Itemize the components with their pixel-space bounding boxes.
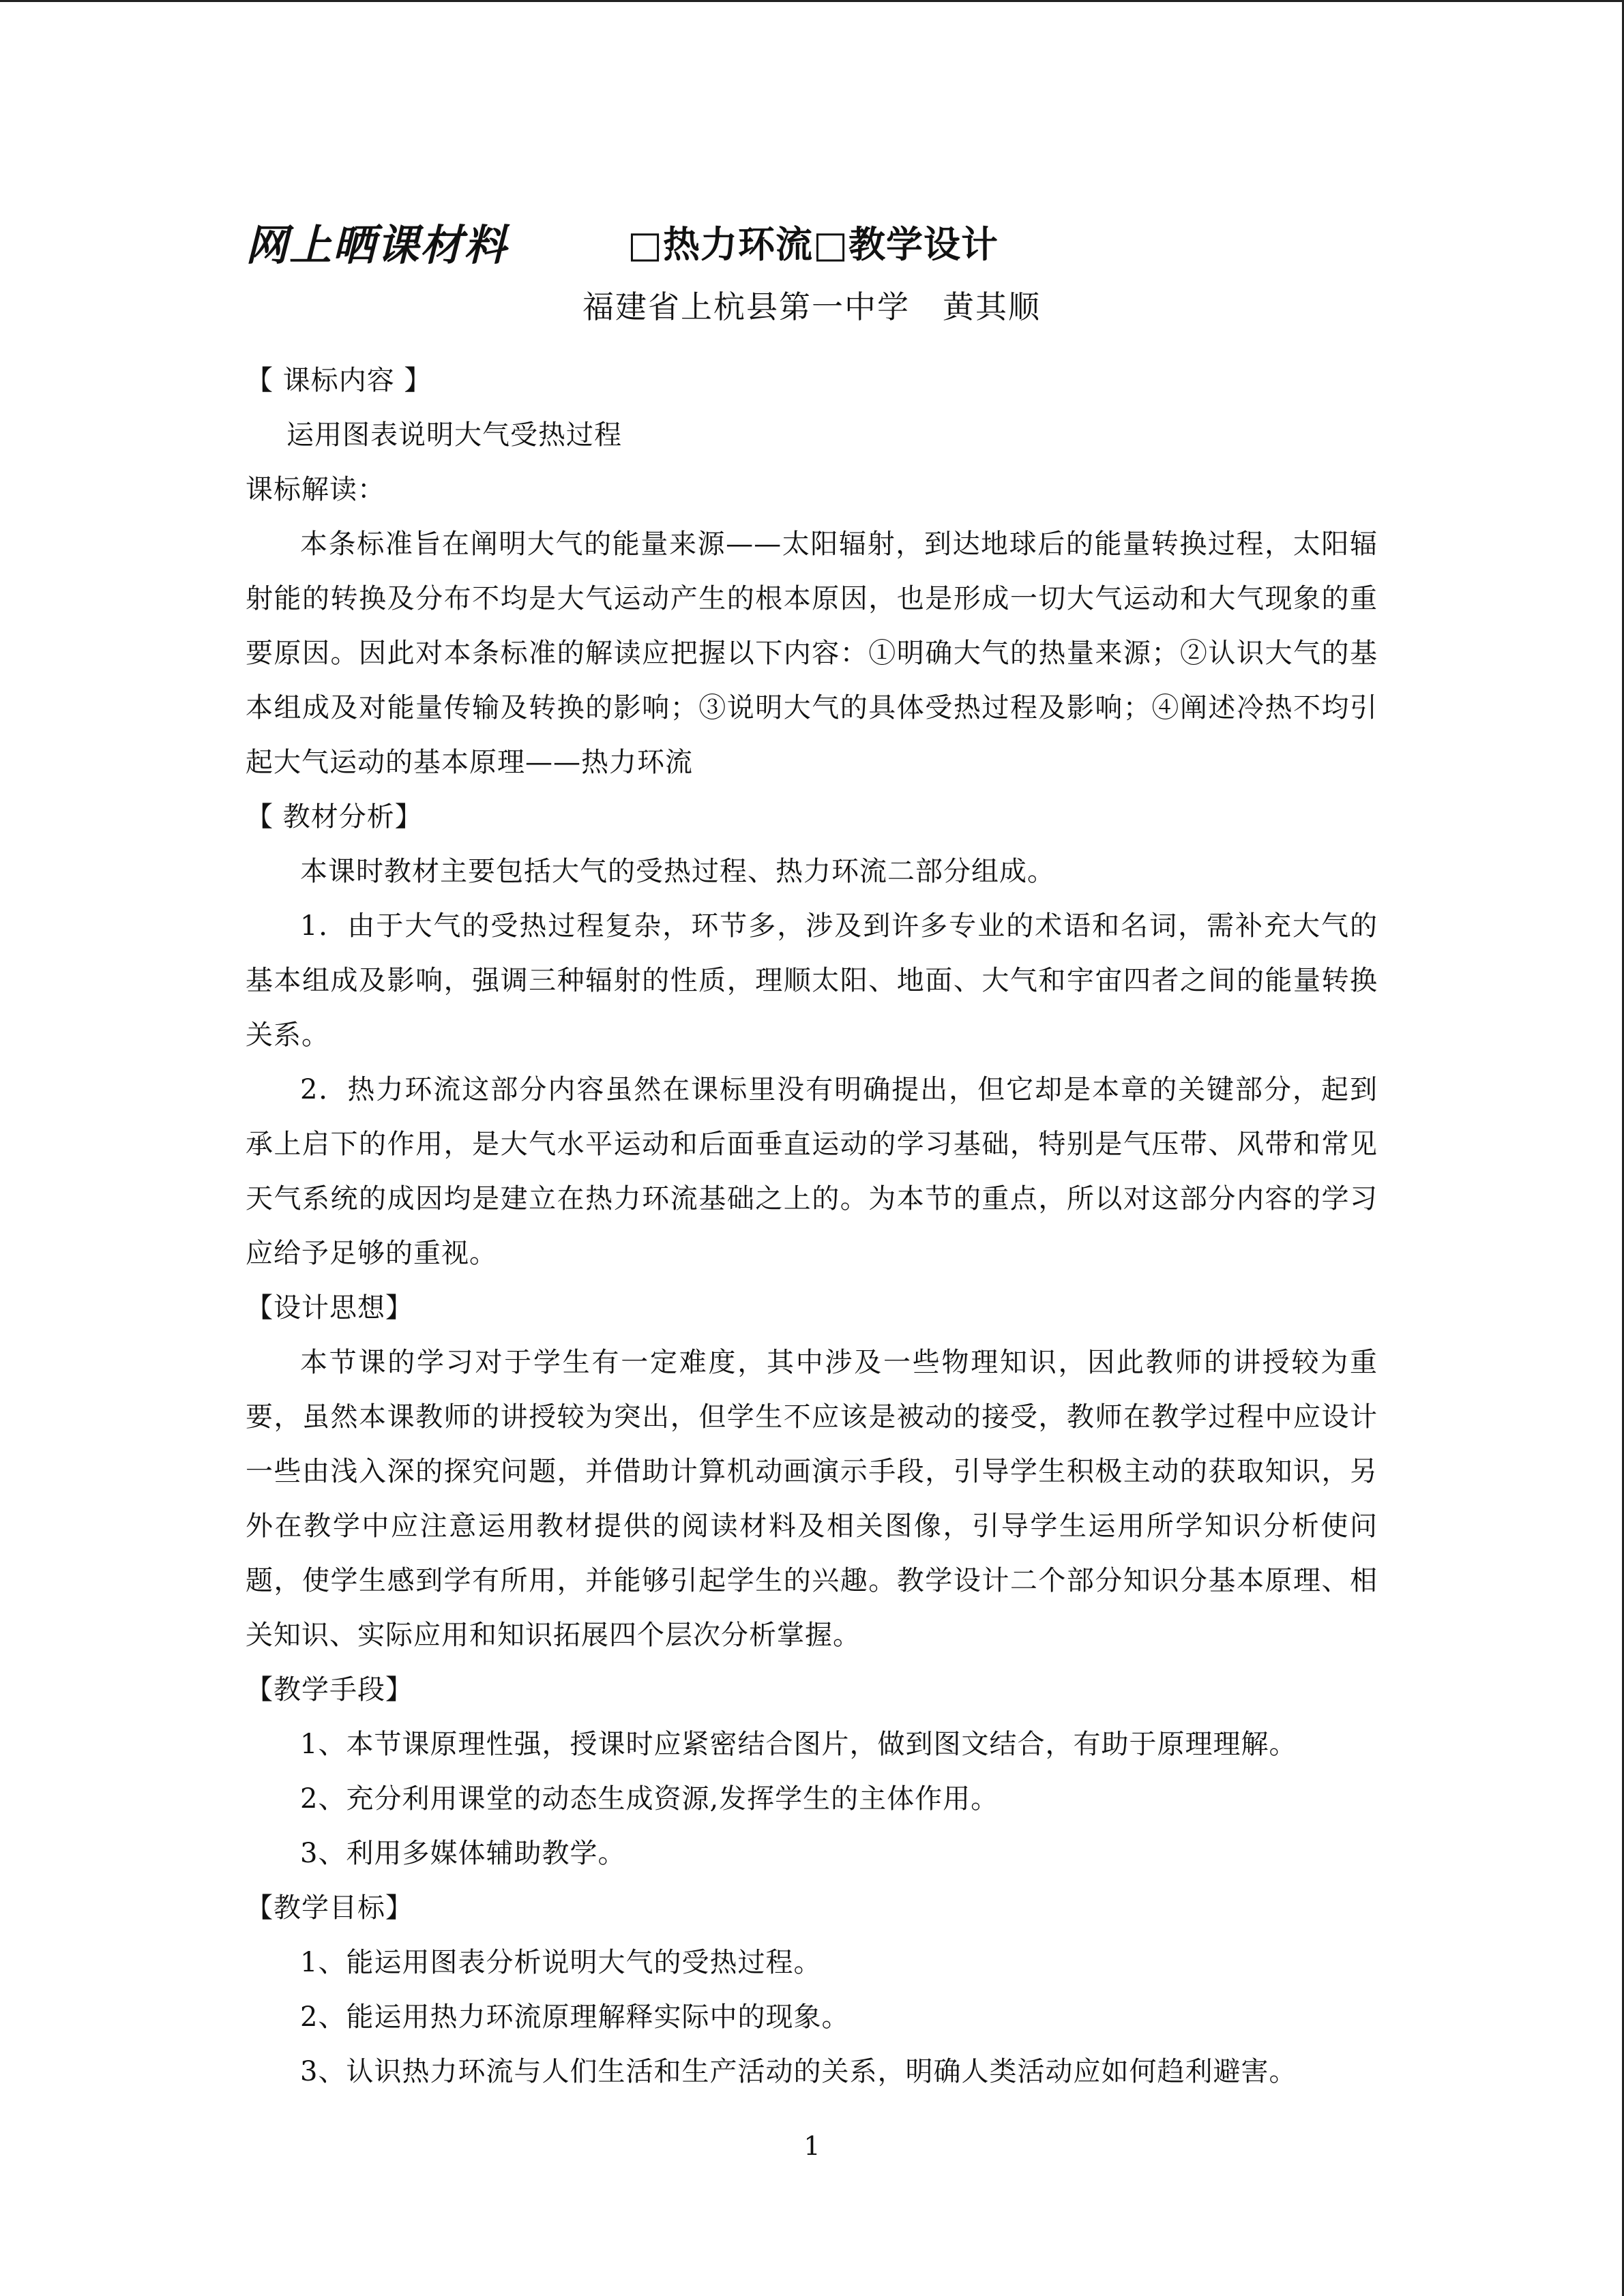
goals-item-3: 3、认识热力环流与人们生活和生产活动的关系，明确人类活动应如何趋利避害。	[300, 2056, 1297, 2087]
section-heading-design: 【设计思想】	[246, 1292, 413, 1324]
standard-interpret-label: 课标解读：	[246, 474, 385, 505]
standard-interpret-text: 本条标准旨在阐明大气的能量来源——太阳辐射，到达地球后的能量转换过程，太阳辐射能的转换及分布不均是大气运动产生的根本原因，也是形成一切大气运动和大气现象的重要原因。因此对本条标准的解读应把握以下内容：①明确大气的热量来源；②认识大气的基本组成及对能量传输及转换的影响；③说明大气的具体受热过程及影响；④阐述冷热不均引起大气运动的基本原理——热力环流	[246, 528, 1378, 778]
title-row	[246, 205, 1378, 280]
design-paragraph: 本节课的学习对于学生有一定难度，其中涉及一些物理知识，因此教师的讲授较为重要，虽然本课教师的讲授较为突出，但学生不应该是被动的接受，教师在教学过程中应设计一些由浅入深的探究问题，并借助计算机动画演示手段，引导学生积极主动的获取知识，另外在教学中应注意运用教材提供的阅读材料及相关图像，引导学生运用所学知识分析使问题，使学生感到学有所用，并能够引起学生的兴趣。教学设计二个部分知识分基本原理、相关知识、实际应用和知识拓展四个层次分析掌握。	[246, 1347, 1378, 1651]
goals-item-2: 2、能运用热力环流原理解释实际中的现象。	[300, 2001, 850, 2033]
author-line: 福建省上杭县第一中学 黄其顺	[582, 288, 1041, 325]
section-heading-textbook: 【 教材分析】	[246, 801, 423, 833]
methods-item-2: 2、充分利用课堂的动态生成资源,发挥学生的主体作用。	[300, 1783, 999, 1815]
section-heading-goals: 【教学目标】	[246, 1892, 413, 1924]
methods-item-1: 1、本节课原理性强，授课时应紧密结合图片，做到图文结合，有助于原理理解。	[300, 1729, 1297, 1760]
textbook-paragraph-1: 本课时教材主要包括大气的受热过程、热力环流二部分组成。	[300, 856, 1055, 887]
methods-item-3: 3、利用多媒体辅助教学。	[300, 1838, 626, 1869]
textbook-paragraph-2: 1．由于大气的受热过程复杂，环节多，涉及到许多专业的术语和名词，需补充大气的基本组成及影响，强调三种辐射的性质，理顺太阳、地面、大气和宇宙四者之间的能量转换关系。	[246, 910, 1378, 1051]
goals-item-1: 1、能运用图表分析说明大气的受热过程。	[300, 1947, 822, 1978]
standard-content: 运用图表说明大气受热过程	[286, 419, 622, 451]
textbook-paragraph-3: 2．热力环流这部分内容虽然在课标里没有明确提出，但它却是本章的关键部分，起到承上启下的作用，是大气水平运动和后面垂直运动的学习基础，特别是气压带、风带和常见天气系统的成因均是建立在热力环流基础之上的。为本节的重点，所以对这部分内容的学习应给予足够的重视。	[246, 1074, 1378, 1269]
page-border-top	[0, 0, 1624, 2]
section-heading-methods: 【教学手段】	[246, 1674, 413, 1705]
document-page	[246, 205, 1378, 2099]
section-heading-standard: 【 课标内容 】	[246, 365, 432, 396]
page-header-label: 网上晒课材料	[246, 220, 508, 270]
page-title: □热力环流□教学设计	[628, 222, 999, 266]
page-number: 1	[803, 2131, 821, 2161]
